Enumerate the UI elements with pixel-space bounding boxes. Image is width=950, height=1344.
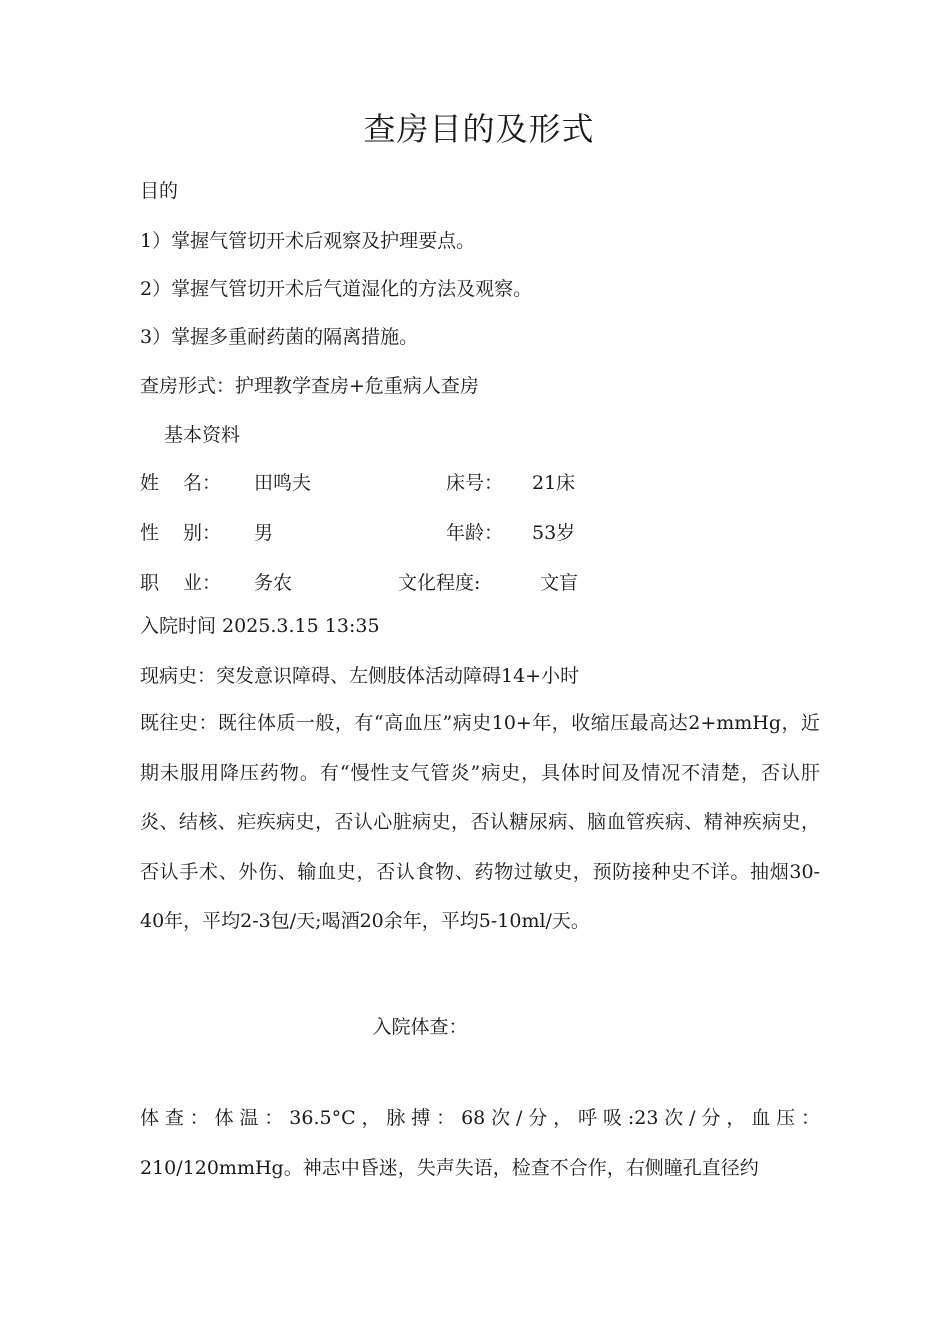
occupation-label: 职 业： (140, 572, 222, 594)
exam-heading: 入院体查： (372, 1016, 468, 1038)
education-label: 文化程度: (398, 572, 481, 594)
page-title: 查房目的及形式 (363, 110, 595, 148)
name-label: 姓 名： (140, 472, 222, 494)
purpose-item-1: 1）掌握气管切开术后观察及护理要点。 (140, 230, 476, 252)
bed-label: 床号： (446, 472, 504, 494)
admission-time: 入院时间 2025.3.15 13:35 (140, 615, 380, 637)
rounds-form-line: 查房形式：护理教学查房+危重病人查房 (140, 375, 479, 397)
education-value: 文盲 (540, 572, 579, 594)
sex-value: 男 (254, 522, 274, 544)
bed-value: 21床 (532, 472, 576, 494)
purpose-item-2: 2）掌握气管切开术后气道湿化的方法及观察。 (140, 278, 533, 300)
purpose-heading: 目的 (140, 180, 179, 202)
purpose-item-3: 3）掌握多重耐药菌的隔离措施。 (140, 326, 419, 348)
age-value: 53岁 (532, 522, 576, 544)
sex-label: 性 别： (140, 522, 222, 544)
exam-text: 体查：体温：36.5°C，脉搏：68次/分，呼吸:23次/分，血压：210/120mmHg。神志中昏迷，失声失语，检查不合作，右侧瞳孔直径约 (140, 1107, 820, 1179)
name-value: 田鸣夫 (254, 472, 312, 494)
present-illness: 现病史：突发意识障碍、左侧肢体活动障碍14+小时 (140, 665, 580, 687)
occupation-value: 务农 (254, 572, 293, 594)
basic-info-heading: 基本资料 (164, 424, 241, 446)
age-label: 年龄： (446, 522, 504, 544)
past-history: 既往史：既往体质一般，有“高血压”病史10+年，收缩压最高达2+mmHg，近期未服用降压药物。有“慢性支气管炎”病史，具体时间及情况不清楚，否认肝炎、结核、疟疾病史，否认心脏病史，否认糖尿病、脑血管疾病、精神疾病史，否认手术、外伤、输血史，否认食物、药物过敏史，预防接种史不详。抽烟30-40年，平均2-3包/天;喝酒20余年，平均5-10ml/天。 (140, 712, 820, 932)
